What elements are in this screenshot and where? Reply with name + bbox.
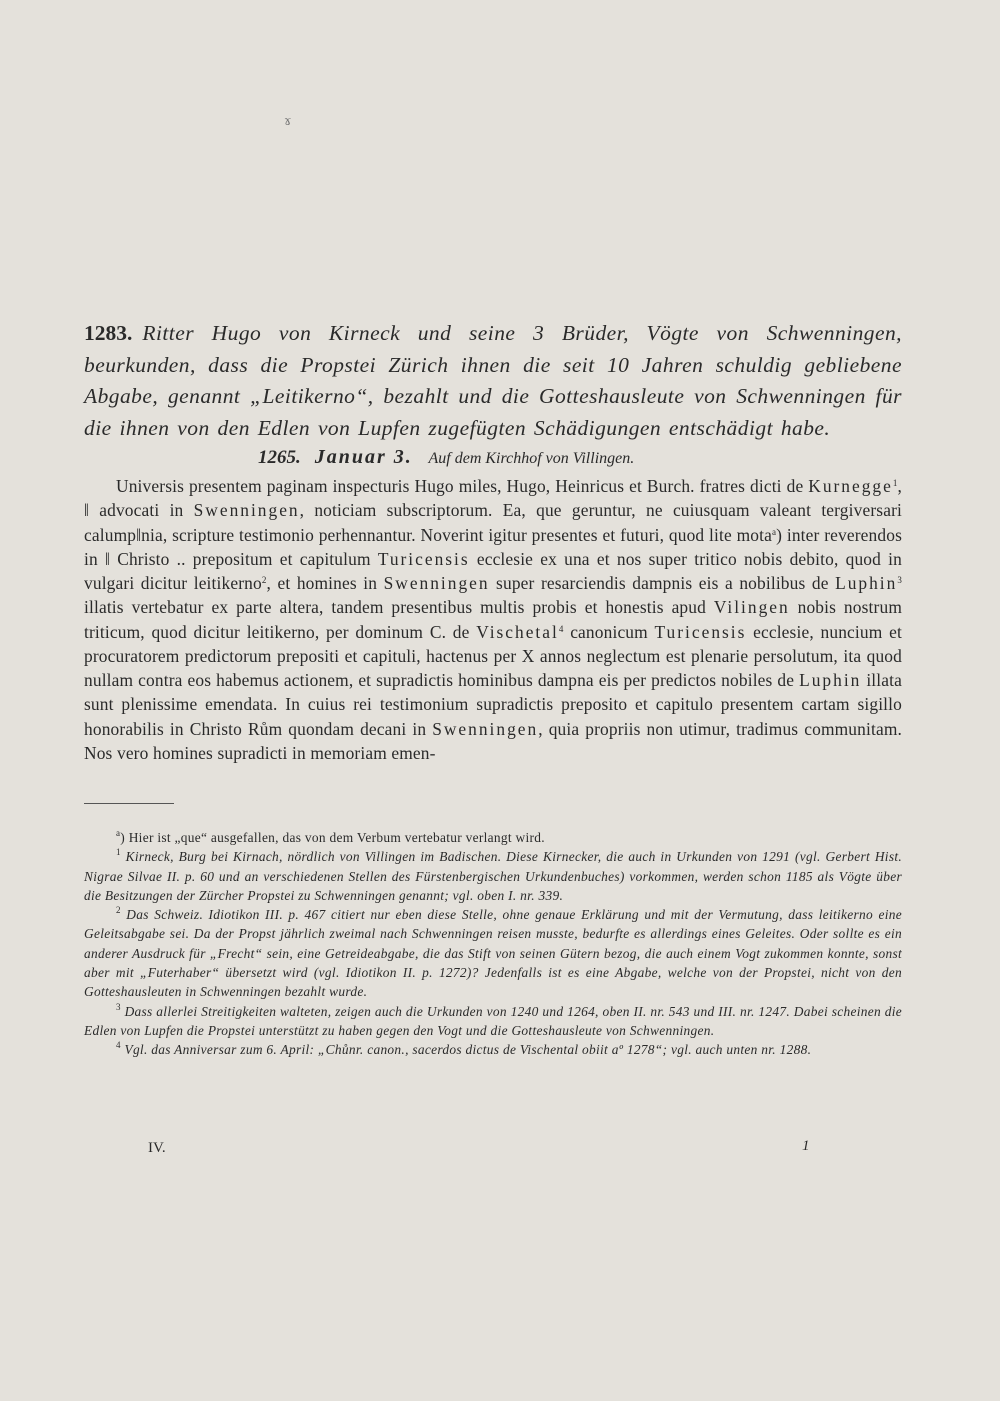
place-name: Kurnegge [808,476,893,496]
text-run: , et homines in [266,573,384,593]
regest-heading [84,318,902,444]
footnote-text: Dass allerlei Streitigkeiten walteten, zeigen auch die Urkunden von 1240 und 1264, oben II. nr. 543 und III. nr. 1247. Dabei scheinen die Edlen von Lupfen die Propstei unterstützt zu haben gegen den Vogt und die Gotteshausleute von Schwenningen. [84,1003,902,1038]
footnotes [84,828,902,1060]
text-run: Universis presentem paginam inspecturis Hugo miles, Hugo, Heinricus et Burch. fratres dicti de [116,476,809,496]
document-number: 1283. [84,321,133,345]
date-year: 1265. [258,447,301,468]
text-run: nobis nostrum triticum, quod dicitur leitikerno, per dominum C. de [84,597,902,642]
footnote-mark: 4 [116,1040,121,1051]
footnote-1 [84,847,902,905]
person-name: Rům [248,718,283,739]
charter-text [84,474,902,765]
footnote-text: Kirneck, Burg bei Kirnach, nördlich von Villingen im Badischen. Diese Kirnecker, die auch in Urkunden von 1291 (vgl. Gerbert Hist. Nigrae Silvae II. p. 60 und an verschiedenen Stellen des Fürstenbergischen Urkundenbuches) vorkommen, werden schon 1185 als Vögte über die Besitzungen der Zürcher Propstei zu Schwenningen genannt; vgl. oben I. nr. 339. [84,849,902,903]
footnote-ref: 1 [892,478,898,488]
footnote-ref: 2 [261,575,267,585]
text-run: , quia propriis non utimur, tradimus communitam. Nos vero homines supradicti in memoriam emen- [84,718,902,763]
footnote-mark: 3 [116,1001,121,1012]
place-name: Turicensis [377,548,470,569]
page-number: 1 [802,1138,810,1154]
place-name: Luphin [835,573,898,593]
footnote-mark: 2 [116,905,121,916]
charter-paragraph [84,474,902,765]
footnote-a [84,828,902,847]
dateline [258,443,858,473]
regest-text: Ritter Hugo von Kirneck und seine 3 Brüder, Vögte von Schwenningen, beurkunden, dass die Propstei Zürich ihnen die seit 10 Jahren schuldig gebliebene Abgabe, genannt „Leitikerno“, bezahlt und die Gotteshausleute von Schwenningen für die ihnen von den Edlen von Lupfen zugefügten Schädigungen entschädigt habe. [84,321,902,440]
footnote-text: Das Schweiz. Idiotikon III. p. 467 citiert nur eben diese Stelle, ohne genaue Erklärung und mit der Vermutung, dass leitikerno eine Geleitsabgabe sei. Da der Propst jährlich zweimal nach Schwenningen reisen musste, bedurfte es allerdings eines Geleites. Oder sollte es ein anderer Ausdruck für „Frecht“ sein, eine Getreideabgabe, die das Stift von seinen Gütern bezog, die auch einem Vogt zukommen konnte, sonst aber mit „Futerhaber“ übersetzt wird (vgl. Idiotikon II. p. 1272)? Jedenfalls ist es eine Abgabe, welche von der Propstei, nicht von den Gotteshausleuten in Schwenningen bezahlt wurde. [84,907,902,1000]
footnote-ref: 4 [558,623,564,634]
text-run: quondam decani in [282,718,433,739]
text-run: super resarciendis dampnis eis a nobilibus de [489,573,836,593]
place-name: Vilingen [713,597,790,618]
place-name: Swenningen [383,573,490,593]
date-day: Januar 3. [314,446,413,468]
footnote-rule [84,803,174,804]
text-run: , ‖ advocati in [84,476,902,521]
place-name: Swenningen [193,500,300,521]
footnote-3 [84,1002,902,1041]
place-name: Turicensis [654,621,747,642]
footnote-2 [84,905,902,1001]
place-name: Swenningen [432,718,539,739]
text-run: ecclesie, nuncium et procuratorem predictorum prepositi et capituli, hactenus per X annos neglectum est plenarie persolutum, ita quod nullam contra eos habemus actionem, et supradictis hominibus dampna eis per predictos nobiles de [84,621,902,690]
text-run: ecclesie ex una et nos super tritico nobis debito, quod in vulgari dicitur leitikerno [84,548,902,593]
pencil-mark: ɤ [284,114,292,129]
footnote-ref: 3 [897,575,902,585]
footnote-ref: a [771,526,777,537]
footnote-text: ) Hier ist „que“ ausgefallen, das von dem Verbum vertebatur verlangt wird. [120,830,545,845]
text-run: illata sunt plenissime emendata. In cuius rei testimonium supradictis preposito et capitulo presentem cartam sigillo honorabilis in Christo [84,670,902,739]
footnote-mark: a [116,828,121,838]
place-name: Vischetal [476,621,559,642]
signature-mark: IV. [148,1140,166,1156]
place-name: Luphin [799,670,862,690]
footnote-4 [84,1040,902,1059]
text-run: ) inter reverendos in ‖ Christo .. prepositum et capitulum [84,524,903,569]
footnote-text: Vgl. das Anniversar zum 6. April: „Chůnr. canon., sacerdos dictus de Vischental obiit aº 1278“; vgl. auch unten nr. 1288. [120,1042,812,1058]
text-run: illatis vertebatur ex parte altera, tandem presentibus multis probis et honestis apud [84,597,714,618]
date-place: Auf dem Kirchhof von Villingen. [428,450,635,467]
text-run: canonicum [563,621,655,642]
text-run: , noticiam subscriptorum. Ea, que geruntur, ne cuiusquam valeant tergiversari calump‖nia, scripture testimonio perhennantur. Noverint igitur presentes et futuri, quod lite mota [84,500,902,545]
footnote-mark: 1 [116,847,121,858]
